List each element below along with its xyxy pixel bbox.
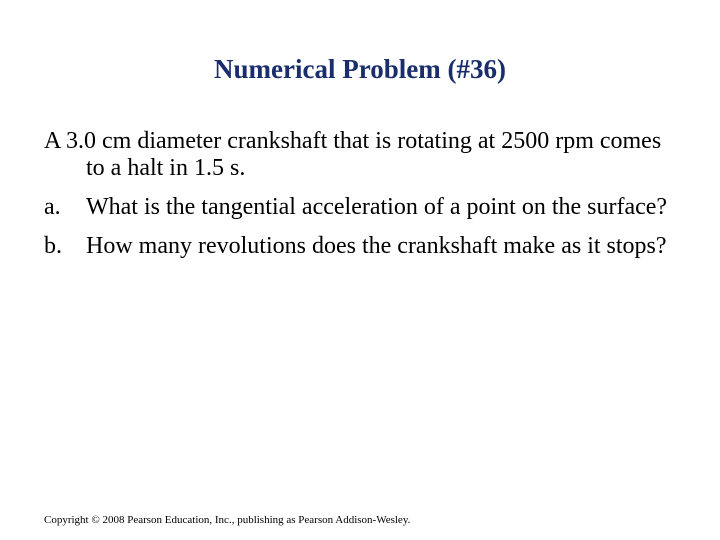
question-b-marker: b. — [44, 233, 62, 259]
question-b — [44, 233, 684, 260]
copyright-notice: Copyright © 2008 Pearson Education, Inc., publishing as Pearson Addison-Wesley. — [44, 514, 411, 526]
question-b-text: How many revolutions does the crankshaft make as it stops? — [86, 233, 667, 259]
slide-title: Numerical Problem (#36) — [214, 54, 506, 84]
slide-body — [44, 128, 684, 272]
question-a-text: What is the tangential acceleration of a point on the surface? — [86, 194, 668, 220]
problem-statement: A 3.0 cm diameter crankshaft that is rotating at 2500 rpm comes to a halt in 1.5 s. — [44, 128, 662, 181]
question-a — [44, 194, 684, 221]
question-a-marker: a. — [44, 194, 61, 220]
